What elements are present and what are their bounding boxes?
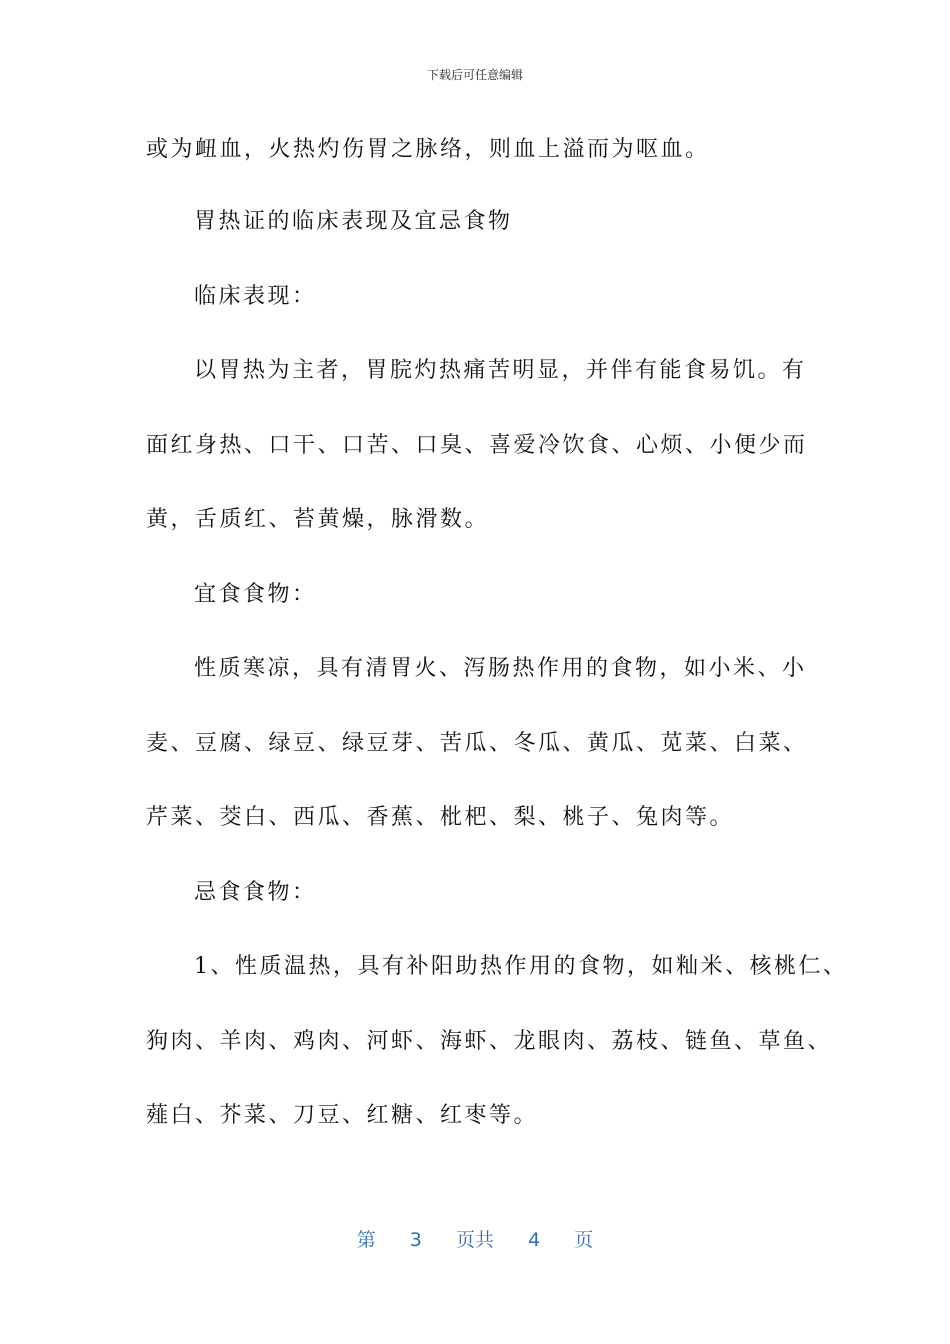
subheading-suitable-food: 宜食食物：: [194, 582, 317, 607]
current-page-number: 3: [409, 1229, 422, 1251]
paragraph-line: 麦、豆腐、绿豆、绿豆芽、苦瓜、冬瓜、黄瓜、苋菜、白菜、: [146, 731, 808, 756]
subheading-clinical: 临床表现：: [194, 284, 317, 309]
subheading-avoid-food: 忌食食物：: [194, 880, 317, 905]
total-pages-number: 4: [528, 1229, 541, 1251]
paragraph-line: 面红身热、口干、口苦、口臭、喜爱冷饮食、心烦、小便少而: [146, 433, 808, 458]
paragraph-line: 芹菜、茭白、西瓜、香蕉、枇杷、梨、桃子、兔肉等。: [146, 805, 735, 830]
section-heading: 胃热证的临床表现及宜忌食物: [194, 209, 513, 234]
paragraph-line: 薤白、芥菜、刀豆、红糖、红枣等。: [146, 1103, 539, 1128]
paragraph-line: 或为衄血，火热灼伤胃之脉络，则血上溢而为呕血。: [146, 137, 710, 162]
footer-suffix: 页: [574, 1229, 594, 1251]
paragraph-line: 黄，舌质红、苔黄燥，脉滑数。: [146, 507, 490, 532]
footer-middle: 页共: [455, 1229, 494, 1251]
paragraph-line: 性质寒凉，具有清胃火、泻肠热作用的食物，如小米、小: [194, 656, 807, 681]
page-header: 下载后可任意编辑: [426, 68, 523, 82]
paragraph-line: 1、性质温热，具有补阳助热作用的食物，如籼米、核桃仁、: [194, 954, 848, 979]
page-footer: [0, 1225, 950, 1252]
paragraph-line: 以胃热为主者，胃脘灼热痛苦明显，并伴有能食易饥。有: [194, 358, 807, 383]
paragraph-line: 狗肉、羊肉、鸡肉、河虾、海虾、龙眼肉、荔枝、链鱼、草鱼、: [146, 1029, 833, 1054]
footer-prefix: 第: [356, 1229, 376, 1251]
